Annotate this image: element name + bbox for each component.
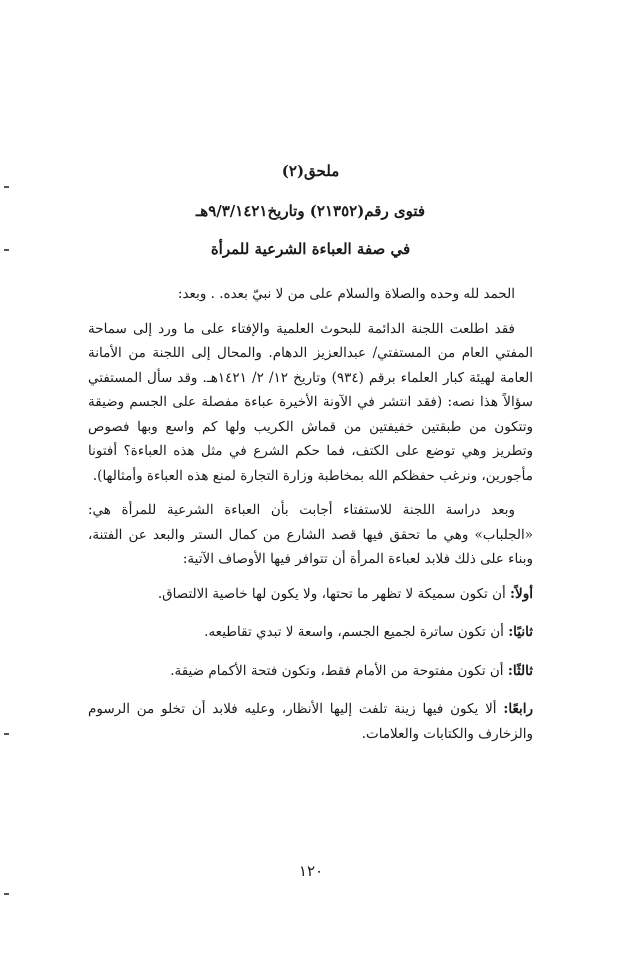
condition-item xyxy=(88,582,533,607)
subject-title: في صفة العباءة الشرعية للمرأة xyxy=(210,240,411,258)
opening-paragraph: الحمد لله وحده والصلاة والسلام على من لا نبيّ بعده. . وبعد: xyxy=(177,286,515,302)
page-number: ١٢٠ xyxy=(298,862,324,880)
condition-text: أن تكون ساترة لجميع الجسم، واسعة لا تبدي تقاطيعه. xyxy=(204,624,509,640)
condition-text: أن تكون مفتوحة من الأمام فقط، وتكون فتحة الأكمام ضيقة. xyxy=(170,662,508,679)
condition-text: أن تكون سميكة لا تظهر ما تحتها، ولا يكون لها خاصية الالتصاق. xyxy=(157,585,511,602)
condition-item xyxy=(88,659,533,684)
scan-edge-mark xyxy=(4,249,9,251)
question-paragraph: فقد اطلعت اللجنة الدائمة للبحوث العلمية والإفتاء على ما ورد إلى سماحة المفتي العام من المستفتي/ عبدالعزيز الدهام. والمحال إلى اللجنة من الأمانة العامة لهيئة كبار العلماء برقم (٩٣٤) وتاريخ ١٢/ ٢/ ١٤٢١هـ. وقد سأل المستفتي سؤالاً هذا نصه: (فقد انتشر في الآونة الأخيرة عباءة مفصلة على الجسم وضيقة وتتكون من طبقتين خفيفتين من قماش الكريب ولها كم واسع وبها فصوص وتطريز وهي توضع على الكتف، فما حكم الشرع في مثل هذه العباءة؟ أفتونا مأجورين، ونرغب حفظكم الله بمخاطبة وزارة التجارة لمنع هذه العباءة وأمثالها). xyxy=(88,320,533,484)
fatwa-title: فتوى رقم(٢١٣٥٢) وتاريخ٩/٣/١٤٢١هـ xyxy=(195,202,426,220)
condition-label: ثانيًا: xyxy=(508,624,533,640)
scan-edge-mark xyxy=(4,893,9,895)
condition-label: ثالثًا: xyxy=(507,662,533,679)
scan-edge-mark xyxy=(4,733,9,735)
condition-text: ألا يكون فيها زينة تلفت إليها الأنظار، وعليه فلابد أن تخلو من الرسوم والزخارف والكتابات والعلامات. xyxy=(88,701,533,742)
condition-label: رابعًا: xyxy=(503,701,533,717)
answer-paragraph: وبعد دراسة اللجنة للاستفتاء أجابت بأن العباءة الشرعية للمرأة هي: «الجلباب» وهي ما تحقق فيها قصد الشارع من كمال الستر والبعد عن الفتنة، وبناء على ذلك فلابد لعباءة المرأة أن تتوافر فيها الأوصاف الآتية: xyxy=(88,502,533,567)
condition-item xyxy=(88,620,533,645)
document-page xyxy=(88,160,533,760)
condition-item xyxy=(88,697,533,746)
condition-label: أولاً: xyxy=(510,585,533,602)
appendix-title: ملحق(٢) xyxy=(281,162,340,180)
scan-edge-mark xyxy=(4,186,9,188)
